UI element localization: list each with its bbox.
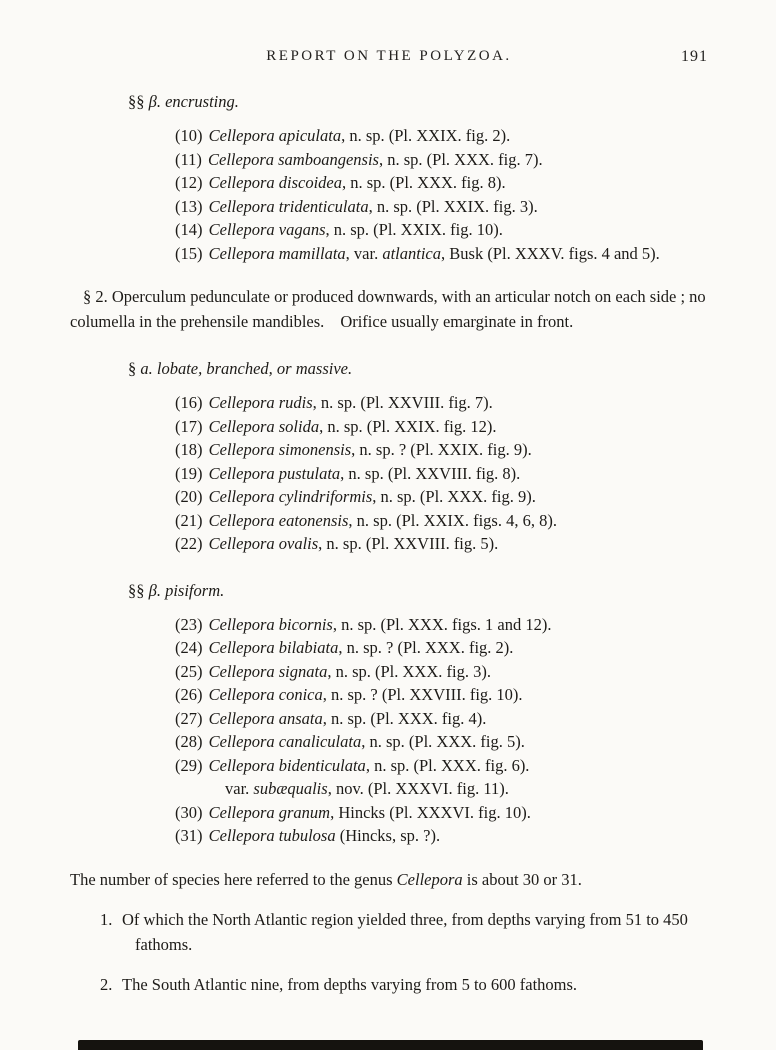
genus-name: Cellepora	[396, 869, 463, 889]
entry-number: (30)	[175, 802, 203, 822]
entry-details: , n. sp. (Pl. XXIX. fig. 3).	[368, 196, 538, 216]
entry-number: (31)	[175, 826, 203, 845]
entry-details: , n. sp. (Pl. XXIX. fig. 12).	[319, 416, 497, 436]
species-name: Cellepora solida	[208, 416, 320, 436]
entry-details: (Hincks, sp. ?).	[335, 826, 441, 845]
note-item	[100, 908, 708, 957]
species-entry	[175, 801, 708, 825]
entry-details: , n. sp. (Pl. XXX. fig. 7).	[378, 149, 543, 169]
species-entry	[175, 824, 708, 848]
page-header	[70, 46, 708, 67]
species-entry	[175, 391, 708, 415]
species-name: Cellepora cylindriformis	[208, 487, 373, 506]
species-entry	[175, 195, 708, 219]
section-heading-encrusting	[128, 91, 708, 113]
species-name: Cellepora canaliculata	[208, 732, 362, 751]
entry-details: , n. sp. (Pl. XXX. figs. 1 and 12).	[332, 614, 552, 634]
species-name: Cellepora bidenticulata	[208, 755, 366, 775]
entry-number: (11)	[175, 149, 202, 169]
species-entry	[175, 707, 708, 731]
entry-details: , n. sp. (Pl. XXX. fig. 3).	[327, 661, 491, 681]
species-entry	[175, 532, 708, 556]
entry-number: (18)	[175, 440, 203, 459]
entry-number: (28)	[175, 732, 203, 751]
species-name: Cellepora discoidea	[208, 173, 342, 192]
note-text: The South Atlantic nine, from depths varying from 5 to 600 fathoms.	[122, 975, 578, 994]
species-entry	[175, 148, 708, 172]
species-name: Cellepora simonensis	[208, 440, 352, 459]
entry-details: , n. sp. (Pl. XXIX. fig. 10).	[325, 220, 503, 239]
entry-details: , n. sp. ? (Pl. XXX. fig. 2).	[338, 638, 514, 657]
species-name: Cellepora pustulata	[208, 463, 341, 483]
entry-details: , n. sp. (Pl. XXVIII. fig. 5).	[318, 534, 499, 553]
variety-label: var.	[225, 779, 254, 798]
entry-details: , n. sp. (Pl. XXVIII. fig. 7).	[312, 393, 493, 412]
summary-paragraph	[70, 868, 708, 893]
entry-number: (25)	[175, 661, 203, 681]
species-entry	[175, 242, 708, 266]
species-name: Cellepora ansata	[208, 708, 323, 728]
entry-details: , n. sp. ? (Pl. XXIX. fig. 9).	[351, 440, 532, 459]
entry-number: (13)	[175, 196, 203, 216]
summary-text-2: is about 30 or 31.	[462, 869, 582, 889]
species-entry	[175, 683, 708, 707]
species-name: Cellepora apiculata	[208, 126, 342, 145]
entry-details: , nov. (Pl. XXXVI. fig. 11).	[327, 779, 509, 798]
paragraph-section-2	[70, 285, 708, 334]
species-entry	[175, 438, 708, 462]
species-list-pisiform	[175, 613, 708, 848]
entry-details: , n. sp. (Pl. XXIX. figs. 4, 6, 8).	[348, 510, 557, 530]
species-name: Cellepora vagans	[208, 220, 326, 239]
note-item	[100, 973, 708, 998]
entry-number: (23)	[175, 614, 203, 634]
variety-name: atlantica	[382, 243, 442, 263]
notes-list	[70, 908, 708, 998]
section-heading-pisiform	[128, 580, 708, 602]
species-list-encrusting	[175, 124, 708, 265]
species-entry	[175, 613, 708, 637]
species-name: Cellepora granum	[208, 802, 331, 822]
species-entry	[175, 636, 708, 660]
entry-details: , n. sp. ? (Pl. XXVIII. fig. 10).	[322, 685, 523, 704]
section-title: β. encrusting.	[148, 92, 239, 111]
section-heading-lobate	[128, 358, 708, 380]
section-marker: §	[128, 359, 137, 378]
species-list-lobate	[175, 391, 708, 556]
section-title: a. lobate, branched, or massive.	[140, 359, 353, 378]
entry-number: (17)	[175, 416, 203, 436]
entry-details: , Busk (Pl. XXXV. figs. 4 and 5).	[441, 243, 660, 263]
running-title: REPORT ON THE POLYZOA.	[266, 48, 512, 64]
species-entry	[175, 124, 708, 148]
entry-number: (27)	[175, 708, 203, 728]
entry-number: (20)	[175, 487, 203, 506]
entry-number: (19)	[175, 463, 203, 483]
entry-number: (24)	[175, 638, 203, 657]
species-name: Cellepora rudis	[208, 393, 313, 412]
entry-number: (15)	[175, 243, 203, 263]
species-name: Cellepora signata	[208, 661, 328, 681]
entry-number: (14)	[175, 220, 203, 239]
entry-number: (26)	[175, 685, 203, 704]
species-name: Cellepora eatonensis	[208, 510, 349, 530]
entry-number: (10)	[175, 126, 203, 145]
scan-edge-artifact	[78, 1040, 703, 1050]
entry-details: , Hincks (Pl. XXXVI. fig. 10).	[330, 802, 531, 822]
species-name: Cellepora tridenticulata	[208, 196, 369, 216]
note-number: 1.	[100, 910, 113, 929]
section-title: β. pisiform.	[148, 580, 225, 600]
species-entry	[175, 485, 708, 509]
species-entry	[175, 509, 708, 533]
entry-details: , n. sp. (Pl. XXX. fig. 8).	[341, 173, 506, 192]
entry-details: , n. sp. (Pl. XXIX. fig. 2).	[341, 126, 511, 145]
entry-number: (21)	[175, 510, 203, 530]
note-number: 2.	[100, 975, 113, 994]
species-name: Cellepora mamillata	[208, 243, 346, 263]
entry-details: , n. sp. (Pl. XXX. fig. 6).	[365, 755, 530, 775]
entry-number: (29)	[175, 755, 203, 775]
entry-variety-label: , var.	[345, 243, 383, 263]
species-name: Cellepora bicornis	[208, 614, 333, 634]
species-name: Cellepora bilabiata	[208, 638, 339, 657]
species-entry	[175, 171, 708, 195]
note-text: Of which the North Atlantic region yielded three, from depths varying from 51 to 450 fathoms.	[122, 910, 688, 954]
species-entry	[175, 218, 708, 242]
entry-details: , n. sp. (Pl. XXVIII. fig. 8).	[340, 463, 521, 483]
species-name: Cellepora ovalis	[208, 534, 319, 553]
species-entry	[175, 415, 708, 439]
section-marker: §§	[128, 92, 145, 111]
species-name: Cellepora tubulosa	[208, 826, 336, 845]
entry-number: (12)	[175, 173, 203, 192]
section-2-text: § 2. Operculum pedunculate or produced downwards, with an articular notch on each side ; no columella in the prehensile mandibles.	[70, 287, 706, 331]
entry-number: (22)	[175, 534, 203, 553]
species-entry	[175, 462, 708, 486]
species-name: Cellepora samboangensis	[208, 149, 379, 169]
section-2-text-2: Orifice usually emarginate in front.	[340, 311, 574, 331]
page-number: 191	[681, 48, 708, 65]
section-marker: §§	[128, 580, 145, 600]
summary-text: The number of species here referred to the genus	[70, 869, 397, 889]
species-entry	[175, 660, 708, 684]
entry-details: , n. sp. (Pl. XXX. fig. 9).	[372, 487, 536, 506]
species-entry	[175, 754, 708, 778]
species-name: Cellepora conica	[208, 685, 323, 704]
variety-name: subæqualis	[253, 779, 328, 798]
entry-number: (16)	[175, 393, 203, 412]
entry-details: , n. sp. (Pl. XXX. fig. 4).	[322, 708, 487, 728]
variety-continuation-line	[225, 777, 708, 801]
species-entry	[175, 730, 708, 754]
entry-details: , n. sp. (Pl. XXX. fig. 5).	[361, 732, 525, 751]
